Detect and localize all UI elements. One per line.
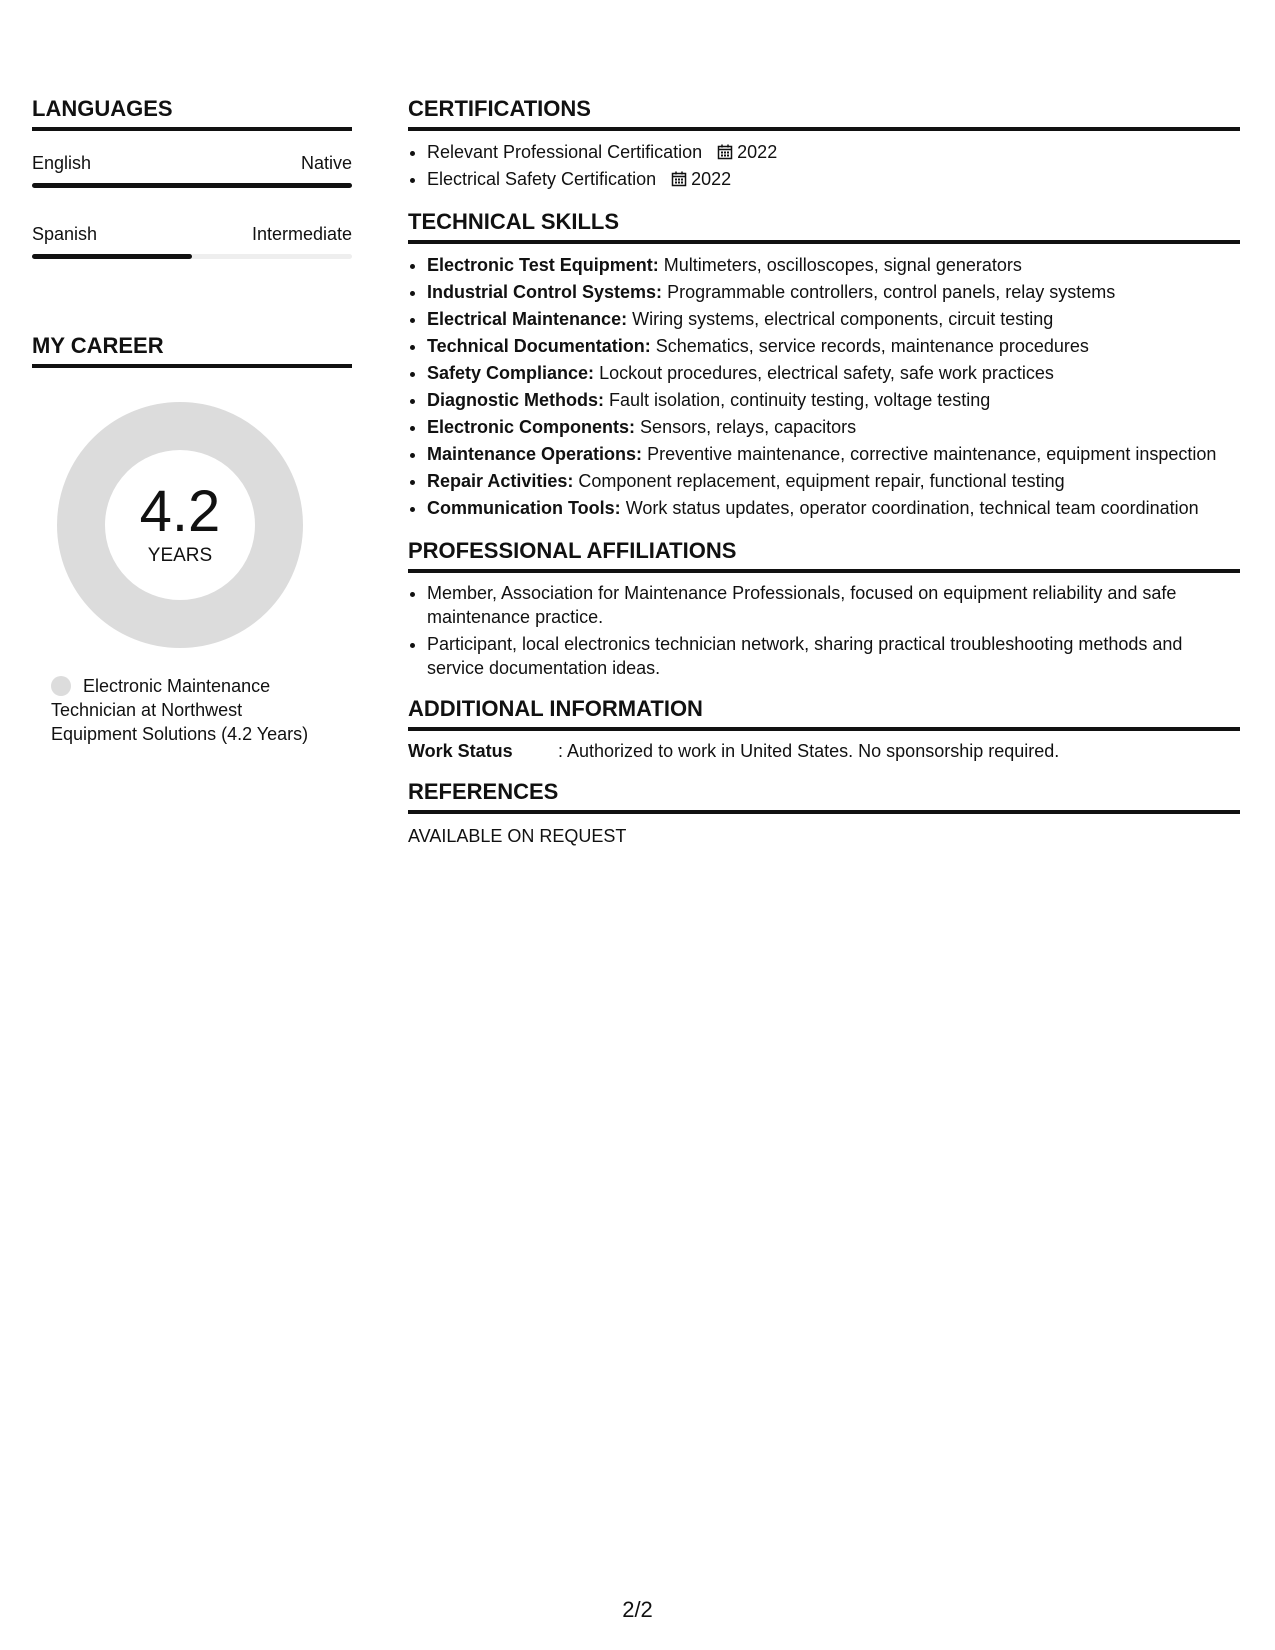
list-item: • Relevant Professional Certification 2022 [427,139,1240,166]
list-item: • Member, Association for Maintenance Professionals, focused on equipment reliability and safe maintenance practice. [427,581,1240,629]
language-item-english [32,151,352,188]
list-item: • Communication Tools: Work status updates, operator coordination, technical team coordination [427,495,1240,522]
references-heading: REFERENCES [408,779,1240,814]
work-status-label: Work Status [408,741,513,761]
affiliations-section [408,538,1240,680]
language-proficiency-fill [32,254,192,259]
cert-year: 2022 [691,169,732,189]
affiliations-list [408,581,1240,680]
calendar-icon [717,144,733,160]
right-column [408,96,1240,848]
certifications-list [408,139,1240,193]
additional-information-heading: ADDITIONAL INFORMATION [408,696,1240,731]
list-item: • Repair Activities: Component replacement, equipment repair, functional testing [427,468,1240,495]
calendar-icon [671,171,687,187]
certifications-heading: CERTIFICATIONS [408,96,1240,131]
languages-heading: LANGUAGES [32,96,352,131]
list-item: • Maintenance Operations: Preventive maintenance, corrective maintenance, equipment inspection [427,441,1240,468]
career-total-unit: YEARS [147,545,213,566]
list-item: • Electrical Safety Certification 2022 [427,166,1240,193]
list-item: • Electronic Components: Sensors, relays, capacitors [427,414,1240,441]
list-item: • Diagnostic Methods: Fault isolation, continuity testing, voltage testing [427,387,1240,414]
work-status-row [408,739,1240,763]
additional-information-section [408,696,1240,763]
career-legend-text: Electronic Maintenance Technician at Northwest Equipment Solutions (4.2 Years) [51,676,309,744]
technical-skills-heading: TECHNICAL SKILLS [408,209,1240,244]
language-name: English [32,153,92,173]
page-number: 2/2 [622,1597,653,1622]
work-status-value: : Authorized to work in United States. No sponsorship required. [558,741,1060,761]
career-total-years: 4.2 [139,479,221,544]
languages-section [32,96,352,259]
technical-skills-list [408,252,1240,522]
career-donut-chart [57,402,303,648]
language-level: Native [300,153,352,173]
cert-year: 2022 [737,142,778,162]
list-item: • Technical Documentation: Schematics, service records, maintenance procedures [427,333,1240,360]
list-item: • Industrial Control Systems: Programmable controllers, control panels, relay systems [427,279,1240,306]
list-item: • Electrical Maintenance: Wiring systems, electrical components, circuit testing [427,306,1240,333]
left-column [32,96,352,746]
legend-dot-icon [51,676,71,696]
references-section [408,779,1240,848]
career-heading: MY CAREER [32,333,352,368]
language-level: Intermediate [251,224,352,244]
career-section [32,333,352,746]
technical-skills-section [408,209,1240,522]
affiliations-heading: PROFESSIONAL AFFILIATIONS [408,538,1240,573]
language-name: Spanish [32,224,98,244]
language-proficiency-bar [32,183,352,188]
certifications-section [408,96,1240,193]
list-item: • Participant, local electronics technician network, sharing practical troubleshooting methods and service documentation ideas. [427,632,1240,680]
language-item-spanish [32,222,352,259]
language-proficiency-bar [32,254,352,259]
list-item: • Electronic Test Equipment: Multimeters, oscilloscopes, signal generators [427,252,1240,279]
language-proficiency-fill [32,183,352,188]
career-legend [51,674,331,746]
references-text: AVAILABLE ON REQUEST [408,826,627,846]
list-item: • Safety Compliance: Lockout procedures, electrical safety, safe work practices [427,360,1240,387]
